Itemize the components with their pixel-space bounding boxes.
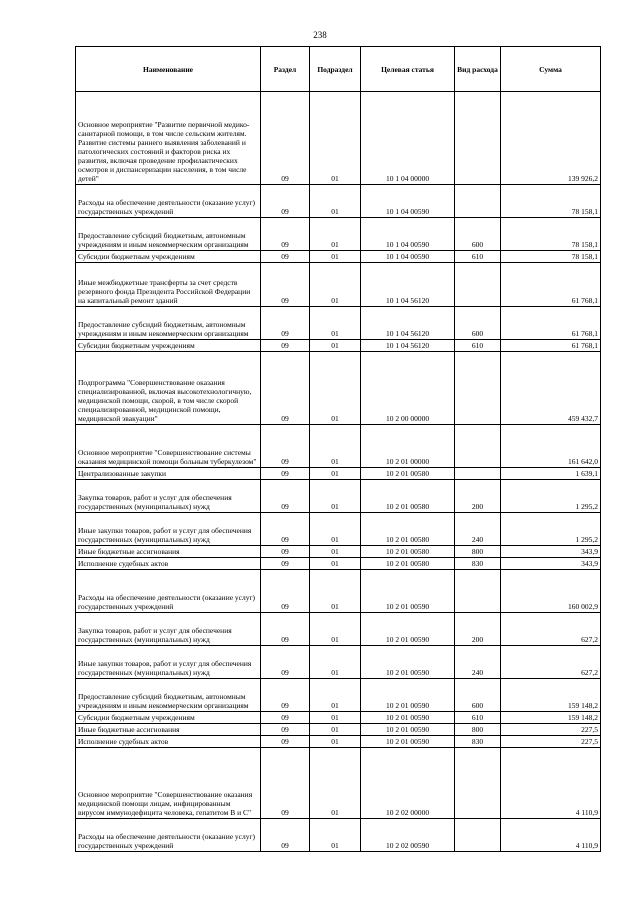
table-row (76, 251, 601, 263)
row-section: 09 (261, 546, 310, 558)
row-target: 10 2 01 00590 (361, 712, 455, 724)
row-name: Расходы на обеспечение деятельности (оказание услуг) государственных учреждений (76, 185, 261, 218)
table-header-row (76, 47, 601, 92)
row-subsection: 01 (310, 646, 361, 679)
row-sum: 161 642,0 (501, 425, 601, 468)
header-target: Целевая статья (361, 47, 455, 92)
row-section: 09 (261, 748, 310, 819)
header-subsection: Подраздел (310, 47, 361, 92)
row-target: 10 2 01 00580 (361, 546, 455, 558)
row-subsection: 01 (310, 340, 361, 352)
table-row (76, 712, 601, 724)
row-sum: 4 110,9 (501, 748, 601, 819)
row-subsection: 01 (310, 724, 361, 736)
row-expense-type: 610 (455, 251, 501, 263)
row-subsection: 01 (310, 468, 361, 480)
row-target: 10 2 00 00000 (361, 352, 455, 425)
row-subsection: 01 (310, 92, 361, 185)
row-target: 10 2 01 00590 (361, 679, 455, 712)
row-subsection: 01 (310, 712, 361, 724)
row-section: 09 (261, 468, 310, 480)
row-section: 09 (261, 218, 310, 251)
header-expense-type: Вид расхода (455, 47, 501, 92)
row-section: 09 (261, 819, 310, 852)
row-subsection: 01 (310, 480, 361, 513)
row-target: 10 2 01 00580 (361, 480, 455, 513)
row-expense-type (455, 425, 501, 468)
row-target: 10 1 04 00590 (361, 218, 455, 251)
row-subsection: 01 (310, 570, 361, 613)
row-sum: 139 926,2 (501, 92, 601, 185)
row-name: Основное мероприятие "Совершенствование оказания медицинской помощи лицам, инфицированным вирусом иммунодефицита человека, гепатитом В и С" (76, 748, 261, 819)
table-row (76, 748, 601, 819)
table-row (76, 736, 601, 748)
table-row (76, 468, 601, 480)
table-row (76, 724, 601, 736)
row-sum: 459 432,7 (501, 352, 601, 425)
row-sum: 1 295,2 (501, 480, 601, 513)
row-expense-type: 800 (455, 724, 501, 736)
row-name: Исполнение судебных актов (76, 736, 261, 748)
row-sum: 159 148,2 (501, 679, 601, 712)
table-body (76, 92, 601, 852)
row-expense-type: 830 (455, 558, 501, 570)
row-section: 09 (261, 352, 310, 425)
table-row (76, 679, 601, 712)
row-name: Предоставление субсидий бюджетным, автономным учреждениям и иным некоммерческим организациям (76, 679, 261, 712)
row-section: 09 (261, 558, 310, 570)
row-subsection: 01 (310, 251, 361, 263)
row-subsection: 01 (310, 185, 361, 218)
row-target: 10 1 04 56120 (361, 340, 455, 352)
row-target: 10 1 04 56120 (361, 307, 455, 340)
row-expense-type: 240 (455, 646, 501, 679)
table-row (76, 646, 601, 679)
row-target: 10 1 04 56120 (361, 263, 455, 307)
row-section: 09 (261, 251, 310, 263)
row-sum: 227,5 (501, 724, 601, 736)
row-name: Иные бюджетные ассигнования (76, 724, 261, 736)
row-subsection: 01 (310, 748, 361, 819)
row-name: Основное мероприятие "Совершенствование системы оказания медицинской помощи больным туберкулезом" (76, 425, 261, 468)
row-expense-type (455, 92, 501, 185)
row-target: 10 2 02 00000 (361, 748, 455, 819)
row-section: 09 (261, 679, 310, 712)
row-expense-type: 200 (455, 480, 501, 513)
row-target: 10 2 02 00590 (361, 819, 455, 852)
row-subsection: 01 (310, 546, 361, 558)
row-sum: 159 148,2 (501, 712, 601, 724)
table-row (76, 92, 601, 185)
row-target: 10 2 01 00590 (361, 724, 455, 736)
row-sum: 343,9 (501, 546, 601, 558)
row-name: Иные закупки товаров, работ и услуг для обеспечения государственных (муниципальных) нужд (76, 646, 261, 679)
row-sum: 1 295,2 (501, 513, 601, 546)
row-subsection: 01 (310, 558, 361, 570)
row-target: 10 2 01 00580 (361, 468, 455, 480)
row-expense-type: 610 (455, 712, 501, 724)
row-section: 09 (261, 513, 310, 546)
page-number: 238 (313, 30, 327, 40)
row-sum: 1 639,1 (501, 468, 601, 480)
header-sum: Сумма (501, 47, 601, 92)
row-target: 10 1 04 00590 (361, 251, 455, 263)
row-target: 10 2 01 00590 (361, 646, 455, 679)
row-sum: 78 158,1 (501, 251, 601, 263)
row-section: 09 (261, 263, 310, 307)
table-row (76, 513, 601, 546)
row-name: Расходы на обеспечение деятельности (оказание услуг) государственных учреждений (76, 819, 261, 852)
header-name: Наименование (76, 47, 261, 92)
row-name: Субсидии бюджетным учреждениям (76, 712, 261, 724)
row-section: 09 (261, 570, 310, 613)
row-expense-type: 600 (455, 679, 501, 712)
row-subsection: 01 (310, 352, 361, 425)
table-row (76, 185, 601, 218)
row-section: 09 (261, 736, 310, 748)
row-sum: 227,5 (501, 736, 601, 748)
row-section: 09 (261, 724, 310, 736)
row-target: 10 2 01 00590 (361, 613, 455, 646)
row-expense-type (455, 468, 501, 480)
table-row (76, 352, 601, 425)
budget-table (75, 46, 601, 852)
row-target: 10 2 01 00580 (361, 513, 455, 546)
table-row (76, 613, 601, 646)
table-row (76, 340, 601, 352)
row-target: 10 1 04 00590 (361, 185, 455, 218)
row-expense-type: 800 (455, 546, 501, 558)
row-section: 09 (261, 340, 310, 352)
table-row (76, 307, 601, 340)
row-subsection: 01 (310, 613, 361, 646)
row-expense-type (455, 819, 501, 852)
row-section: 09 (261, 712, 310, 724)
row-expense-type (455, 185, 501, 218)
row-sum: 78 158,1 (501, 185, 601, 218)
row-name: Закупка товаров, работ и услуг для обеспечения государственных (муниципальных) нужд (76, 613, 261, 646)
row-sum: 160 002,9 (501, 570, 601, 613)
row-name: Централизованные закупки (76, 468, 261, 480)
row-name: Субсидии бюджетным учреждениям (76, 340, 261, 352)
row-expense-type: 600 (455, 307, 501, 340)
row-section: 09 (261, 307, 310, 340)
table-row (76, 819, 601, 852)
table-row (76, 218, 601, 251)
row-subsection: 01 (310, 736, 361, 748)
header-section: Раздел (261, 47, 310, 92)
row-target: 10 2 01 00590 (361, 736, 455, 748)
table-row (76, 263, 601, 307)
row-target: 10 2 01 00000 (361, 425, 455, 468)
row-name: Закупка товаров, работ и услуг для обеспечения государственных (муниципальных) нужд (76, 480, 261, 513)
row-subsection: 01 (310, 679, 361, 712)
table-row (76, 425, 601, 468)
row-subsection: 01 (310, 425, 361, 468)
row-section: 09 (261, 480, 310, 513)
row-expense-type: 610 (455, 340, 501, 352)
row-name: Основное мероприятие "Развитие первичной медико-санитарной помощи, в том числе сельским жителям. Развитие системы раннего выявления заболеваний и патологических состояний и факторов риска их развития, включая проведение профилактических осмотров и диспансеризации населения, в том числе детей" (76, 92, 261, 185)
row-sum: 627,2 (501, 646, 601, 679)
row-sum: 61 768,1 (501, 340, 601, 352)
row-name: Предоставление субсидий бюджетным, автономным учреждениям и иным некоммерческим организациям (76, 307, 261, 340)
row-expense-type (455, 352, 501, 425)
table-row (76, 546, 601, 558)
row-section: 09 (261, 613, 310, 646)
row-sum: 4 110,9 (501, 819, 601, 852)
row-expense-type (455, 263, 501, 307)
row-name: Иные бюджетные ассигнования (76, 546, 261, 558)
row-expense-type: 200 (455, 613, 501, 646)
row-name: Иные закупки товаров, работ и услуг для обеспечения государственных (муниципальных) нужд (76, 513, 261, 546)
row-expense-type (455, 570, 501, 613)
row-name: Субсидии бюджетным учреждениям (76, 251, 261, 263)
row-target: 10 1 04 00000 (361, 92, 455, 185)
table-row (76, 570, 601, 613)
row-expense-type: 830 (455, 736, 501, 748)
row-subsection: 01 (310, 263, 361, 307)
table-row (76, 480, 601, 513)
row-subsection: 01 (310, 218, 361, 251)
row-sum: 343,9 (501, 558, 601, 570)
row-sum: 61 768,1 (501, 307, 601, 340)
row-subsection: 01 (310, 307, 361, 340)
row-expense-type (455, 748, 501, 819)
row-section: 09 (261, 185, 310, 218)
row-subsection: 01 (310, 819, 361, 852)
row-name: Подпрограмма "Совершенствование оказания специализированной, включая высокотехнологичную, медицинской помощи, скорой, в том числе скорой специализированной, медицинской помощи, медицинской эвакуации" (76, 352, 261, 425)
row-section: 09 (261, 425, 310, 468)
row-sum: 78 158,1 (501, 218, 601, 251)
row-expense-type: 600 (455, 218, 501, 251)
row-section: 09 (261, 646, 310, 679)
row-subsection: 01 (310, 513, 361, 546)
row-section: 09 (261, 92, 310, 185)
row-name: Иные межбюджетные трансферты за счет средств резервного фонда Президента Российской Федерации на капитальный ремонт зданий (76, 263, 261, 307)
row-expense-type: 240 (455, 513, 501, 546)
row-sum: 61 768,1 (501, 263, 601, 307)
row-target: 10 2 01 00580 (361, 558, 455, 570)
row-target: 10 2 01 00590 (361, 570, 455, 613)
row-sum: 627,2 (501, 613, 601, 646)
table-row (76, 558, 601, 570)
row-name: Расходы на обеспечение деятельности (оказание услуг) государственных учреждений (76, 570, 261, 613)
row-name: Исполнение судебных актов (76, 558, 261, 570)
row-name: Предоставление субсидий бюджетным, автономным учреждениям и иным некоммерческим организациям (76, 218, 261, 251)
